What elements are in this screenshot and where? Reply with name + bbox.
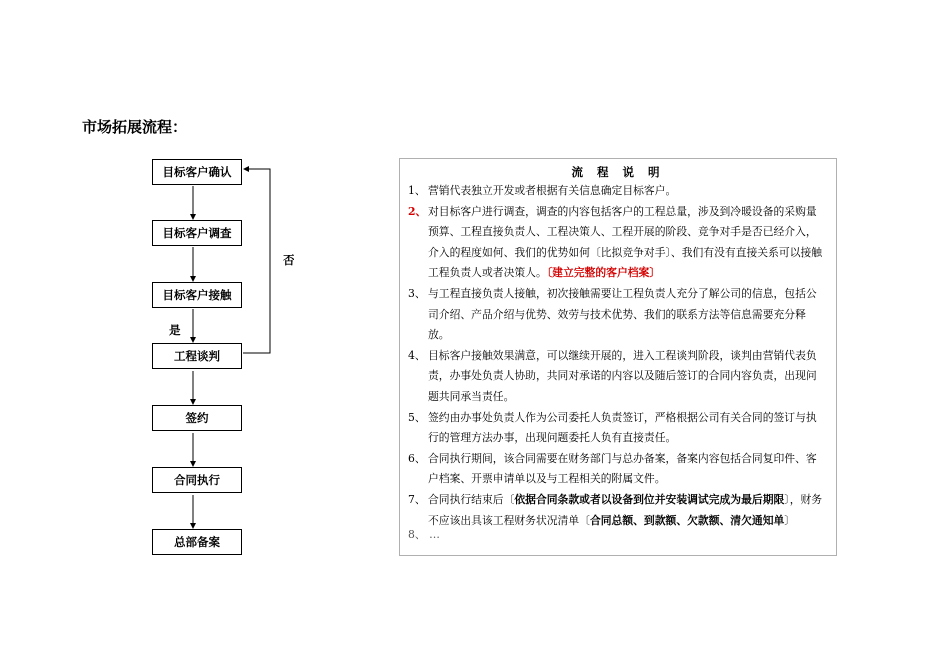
item-body: 对目标客户进行调查，调查的内容包括客户的工程总量，涉及到冷暖设备的采购量预算、工程直接负责人、工程决策人、工程开展的阶段、竞争对手是否已经介入，介入的程度如何、我们的优势如何〔比拟竞争对手〕、我们有没有直接关系可以接触工程负责人或者决策人。 — [428, 204, 823, 280]
item-text — [428, 202, 836, 284]
flow-step-archive: 总部备案 — [152, 529, 242, 555]
item-bold-deadline: 依据合同条款或者以设备到位并安装调试完成为最后期限 — [514, 492, 785, 506]
flow-step-confirm: 目标客户确认 — [152, 159, 242, 185]
item-mid: 〕，财务不应该出具该工程财务状况清单〔 — [428, 492, 823, 527]
flowchart — [0, 0, 400, 600]
feedback-loop-arrow — [243, 169, 270, 353]
highlight-customer-file: 〔建立完整的客户档案〕 — [546, 266, 661, 280]
flow-step-contact: 目标客户接触 — [152, 282, 242, 308]
item-number: 4、 — [408, 348, 426, 362]
item-text: 营销代表独立开发或者根据有关信息确定目标客户。 — [428, 184, 677, 197]
item-number: 3、 — [408, 286, 426, 300]
item-number: 5、 — [408, 410, 426, 424]
process-description-panel — [399, 158, 837, 556]
item-number: 2、 — [408, 204, 427, 218]
flow-step-sign: 签约 — [152, 405, 242, 431]
list-item — [408, 449, 836, 490]
flow-step-negotiation: 工程谈判 — [152, 343, 242, 369]
list-item — [408, 181, 836, 202]
page-title: 市场拓展流程： — [82, 118, 188, 136]
item-number: 6、 — [408, 451, 426, 465]
panel-heading: 流 程 说 明 — [571, 165, 665, 179]
item-text: 目标客户接触效果满意，可以继续开展的，进入工程谈判阶段，谈判由营销代表负责，办事处负责人协助，共同对承诺的内容以及随后签订的合同内容负责，出现问题共同承当责任。 — [428, 348, 817, 403]
item-text — [428, 490, 836, 531]
list-item — [408, 408, 836, 449]
list-item — [408, 202, 836, 284]
process-list — [400, 181, 836, 531]
item-number: 1、 — [408, 184, 426, 197]
list-item — [408, 346, 836, 408]
item-pre: 合同执行结束后〔 — [428, 492, 515, 506]
list-item — [408, 490, 836, 531]
flow-step-research: 目标客户调查 — [152, 220, 242, 246]
item-text: 合同执行期间，该合同需要在财务部门与总办备案，备案内容包括合同复印件、客户档案、开票申请单以及与工程相关的附属文件。 — [428, 451, 817, 486]
truncated-next-item: 8、 … — [408, 528, 440, 542]
item-text: 与工程直接负责人接触，初次接触需要让工程负责人充分了解公司的信息，包括公司介绍、产品介绍与优势、效劳与技术优势、我们的联系方法等信息需要充分释放。 — [428, 286, 817, 342]
item-text: 签约由办事处负责人作为公司委托人负责签订，严格根据公司有关合同的签订与执行的管理方法办事，出现问题委托人负有直接责任。 — [428, 410, 817, 445]
item-number: 7、 — [408, 492, 426, 506]
flow-step-execute: 合同执行 — [152, 467, 242, 493]
item-bold-statement: 合同总额、到款额、欠款额、清欠通知单 — [589, 513, 785, 527]
list-item — [408, 284, 836, 346]
yes-label: 是 — [169, 323, 181, 337]
item-post: 〕 — [784, 513, 796, 527]
no-label: 否 — [283, 253, 295, 267]
